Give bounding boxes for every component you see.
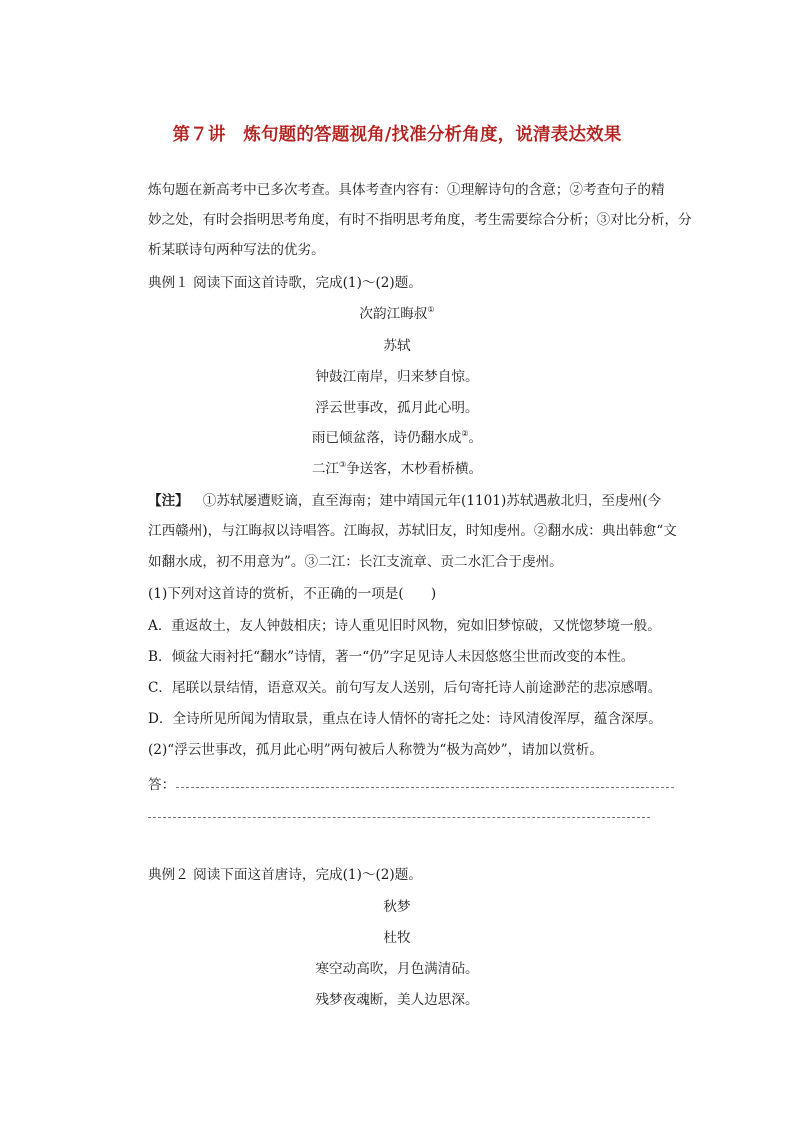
intro-line-2-text: 妙之处，有时会指明思考角度，有时不指明思考角度，考生需要综合分析；③对比分析，分 — [148, 212, 692, 228]
poem2-line-1: 寒空动高吹，月色满清砧。 — [315, 961, 479, 977]
example1-heading: 典例１ 阅读下面这首诗歌，完成(1)～(2)题。 — [148, 275, 422, 291]
poem1-title-footnote-mark: ① — [427, 305, 435, 314]
note-line-1 — [148, 491, 678, 511]
poem1-title — [0, 304, 794, 324]
poem2-author: 杜牧 — [383, 930, 411, 946]
intro-line-3: 析某联诗句两种写法的优劣。 — [148, 242, 325, 258]
note-line-1-text: ①苏轼屡遭贬谪，直至海南；建中靖国元年(1101)苏轼遇赦北归，至虔州(今 — [202, 493, 662, 509]
poem1-line-2: 浮云世事改，孤月此心明。 — [315, 400, 479, 416]
answer-line-1[interactable] — [176, 787, 674, 788]
option-d: D．全诗所见所闻为情取景，重点在诗人情怀的寄托之处：诗风清俊浑厚，蕴含深厚。 — [148, 711, 662, 727]
poem2-title: 秋梦 — [383, 899, 411, 915]
poem1-line-3-end: 。 — [468, 430, 483, 446]
poem1-line-4-text: 争送客，木杪看桥横。 — [346, 461, 483, 477]
option-c: C．尾联以景结情，语意双关。前句写友人送别，后句寄托诗人前途渺茫的悲凉感喟。 — [148, 680, 662, 696]
poem1-author: 苏轼 — [383, 338, 411, 354]
question-2: (2)“浮云世事改，孤月此心明”两句被后人称赞为“极为高妙”，请加以赏析。 — [148, 742, 603, 758]
note-line-3: 如翻水成，初不用意为”。③二江：长江支流章、贡二水汇合于虔州。 — [148, 554, 563, 570]
poem1-line-1: 钟鼓江南岸，归来梦自惊。 — [315, 369, 479, 385]
poem1-line-4-start: 二江 — [311, 461, 340, 477]
example2-heading: 典例２ 阅读下面这首唐诗，完成(1)～(2)题。 — [148, 867, 422, 883]
option-a: A．重返故土，友人钟鼓相庆；诗人重见旧时风物，宛如旧梦惊破，又恍惚梦境一般。 — [148, 618, 661, 634]
question-1: (1)下列对这首诗的赏析，不正确的一项是( ) — [148, 586, 437, 602]
poem1-line-3 — [0, 428, 794, 448]
note-tag: 【注】 — [148, 493, 189, 509]
poem1-line-3-text: 雨已倾盆落，诗仍翻水成 — [311, 430, 462, 446]
poem1-title-text: 次韵江晦叔 — [359, 306, 428, 322]
poem1-line-4 — [0, 459, 794, 479]
poem2-line-2: 残梦夜魂断，美人边思深。 — [315, 992, 479, 1008]
option-b: B．倾盆大雨衬托“翻水”诗情，著一“仍”字足见诗人未因悠悠尘世而改变的本性。 — [148, 649, 635, 665]
poem1-line-4-footnote-mark: ③ — [339, 460, 347, 469]
note-line-2: 江西赣州)，与江晦叔以诗唱答。江晦叔，苏轼旧友，时知虔州。②翻水成：典出韩愈“文 — [148, 523, 677, 539]
intro-line-1: 炼句题在新高考中已多次考查。具体考查内容有：①理解诗句的含意；②考查句子的精 — [148, 182, 665, 198]
answer-line-2[interactable] — [148, 817, 650, 818]
intro-line-2 — [148, 210, 692, 230]
lesson-title: 第７讲 炼句题的答题视角/找准分析角度，说清表达效果 — [172, 125, 622, 145]
poem1-line-3-footnote-mark: ② — [461, 429, 469, 438]
answer-label: 答： — [148, 777, 176, 793]
